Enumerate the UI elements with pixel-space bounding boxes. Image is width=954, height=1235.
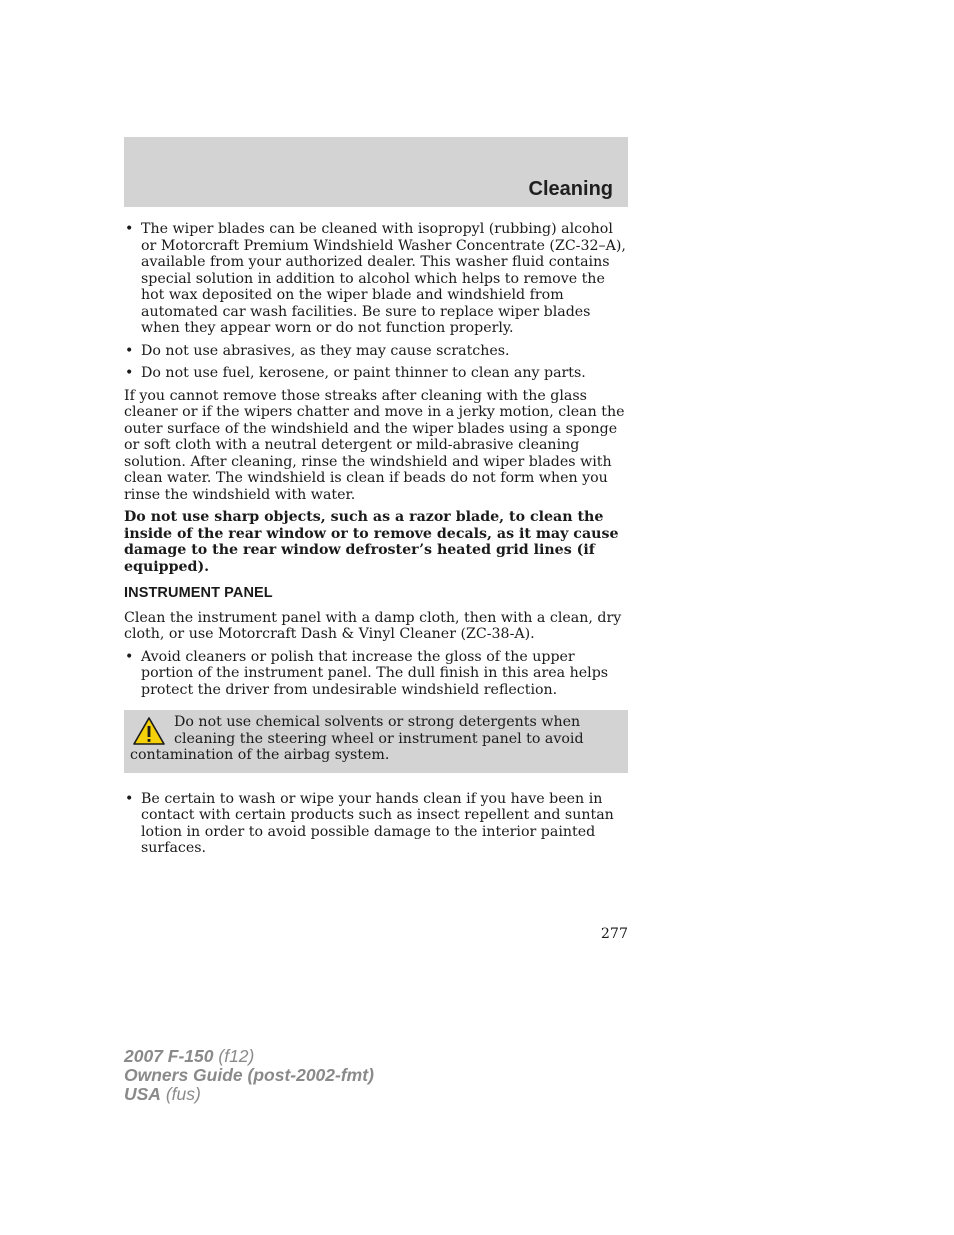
rear-window-warning: Do not use sharp objects, such as a razor blade, to clean the inside of the rear window or to remove decals, as it may cause damage to the rear window defroster’s heated grid lines (if equipped). [124, 509, 619, 575]
instrument-panel-bullet-list [124, 649, 628, 699]
list-item: • Be certain to wash or wipe your hands clean if you have been in contact with certain products such as insect repellent and suntan lotion in order to avoid possible damage to the interior painted surfaces. [124, 791, 628, 857]
warning-triangle-icon [132, 716, 166, 746]
list-item: • Do not use abrasives, as they may cause scratches. [124, 343, 628, 360]
document-footer [124, 1047, 374, 1104]
footer-market: USA [124, 1084, 161, 1104]
footer-market-code: (fus) [160, 1084, 201, 1104]
footer-guide: Owners Guide (post-2002-fmt) [124, 1065, 374, 1085]
list-item: • Do not use fuel, kerosene, or paint thinner to clean any parts. [124, 365, 628, 382]
list-item: • Avoid cleaners or polish that increase the gloss of the upper portion of the instrument panel. The dull finish in this area helps protect the driver from undesirable windshield reflection. [124, 649, 628, 699]
caution-text: Do not use chemical solvents or strong detergents when cleaning the steering wheel or instrument panel to avoid contamination of the airbag system. [130, 714, 584, 763]
footer-model: 2007 F-150 [124, 1046, 214, 1066]
footer-line-1 [124, 1047, 374, 1066]
instrument-panel-heading: INSTRUMENT PANEL [124, 585, 273, 601]
list-item: • The wiper blades can be cleaned with isopropyl (rubbing) alcohol or Motorcraft Premium Windshield Washer Concentrate (ZC-32–A), available from your authorized dealer. This washer fluid contains special solution in addition to alcohol which helps to remove the hot wax deposited on the wiper blade and windshield from automated car wash facilities. Be sure to replace wiper blades when they appear worn or do not function properly. [124, 221, 628, 337]
footer-model-code: (f12) [213, 1046, 255, 1066]
streaks-paragraph: If you cannot remove those streaks after cleaning with the glass cleaner or if the wipers chatter and move in a jerky motion, clean the outer surface of the windshield and the wiper blades using a sponge or soft cloth with a neutral detergent or mild-abrasive cleaning solution. After cleaning, rinse the windshield and wiper blades with clean water. The windshield is clean if beads do not form when you rinse the windshield with water. [124, 387, 625, 503]
page-content [124, 221, 628, 863]
instrument-panel-paragraph: Clean the instrument panel with a damp cloth, then with a clean, dry cloth, or use Motorcraft Dash & Vinyl Cleaner (ZC-38-A). [124, 609, 622, 642]
page-number: 277 [600, 926, 628, 942]
caution-box [124, 710, 628, 773]
footer-line-3 [124, 1085, 374, 1104]
wiper-bullet-list [124, 221, 628, 382]
section-header-band [124, 137, 628, 207]
hands-bullet-list [124, 791, 628, 857]
section-title: Cleaning [528, 178, 613, 200]
footer-line-2 [124, 1066, 374, 1085]
